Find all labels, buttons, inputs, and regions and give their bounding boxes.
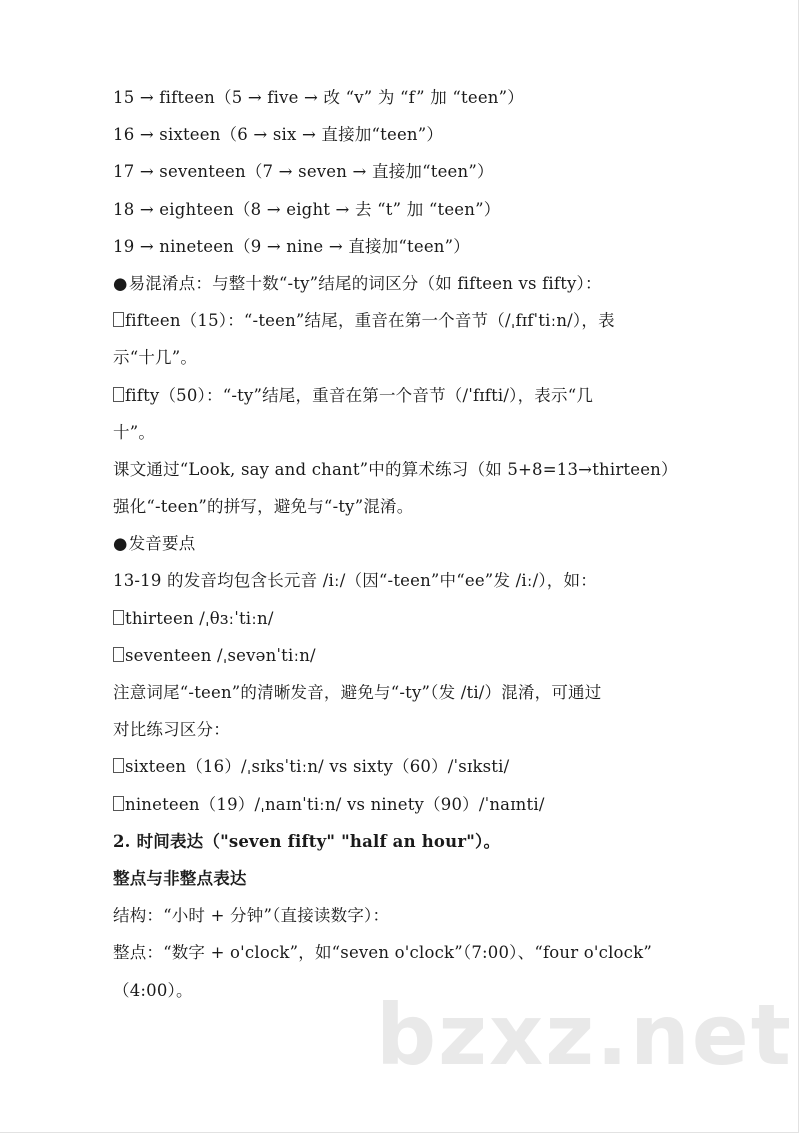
line-text: 结构：“小时 + 分钟”（直接读数字）：	[113, 906, 390, 926]
text-line	[113, 265, 693, 302]
text-line	[113, 116, 693, 153]
line-text: 16 → sixteen（6 → six → 直接加“teen”）	[113, 125, 444, 145]
checkbox-icon	[113, 758, 124, 773]
text-line	[113, 600, 693, 637]
section-heading	[113, 860, 693, 897]
line-text: sixteen（16）/ˌsɪksˈtiːn/ vs sixty（60）/ˈsɪksti/	[125, 757, 510, 777]
checkbox-icon	[113, 610, 124, 625]
line-text: 示“十几”。	[113, 348, 198, 368]
text-line	[113, 934, 693, 971]
text-line	[113, 711, 693, 748]
line-text: 课文通过“Look, say and chant”中的算术练习（如 5+8=13→thirteen）	[113, 459, 678, 479]
line-text: 整点：“数字 + o'clock”，如“seven o'clock”（7:00）、“four o'clock”	[113, 943, 652, 963]
checkbox-icon	[113, 647, 124, 662]
line-text: 2. 时间表达（"seven fifty" "half an hour"）。	[113, 831, 501, 851]
text-line	[113, 191, 693, 228]
checkbox-icon	[113, 387, 124, 402]
text-line	[113, 377, 693, 414]
text-line	[113, 414, 693, 451]
section-heading	[113, 823, 693, 860]
text-line	[113, 786, 693, 823]
line-text: 13-19 的发音均包含长元音 /iː/（因“-teen”中“ee”发 /iː/），如：	[113, 571, 597, 591]
text-line	[113, 339, 693, 376]
line-text: fifteen（15）：“-teen”结尾，重音在第一个音节（/ˌfɪfˈtiːn/），表	[125, 311, 615, 331]
line-text: 注意词尾“-teen”的清晰发音，避免与“-ty”（发 /ti/）混淆，可通过	[113, 683, 602, 702]
text-line	[113, 674, 693, 711]
line-text: 整点与非整点表达	[113, 868, 247, 888]
checkbox-icon	[113, 796, 124, 811]
line-text: 易混淆点：与整十数“-ty”结尾的词区分（如 fifteen vs fifty）：	[128, 273, 602, 293]
text-line	[113, 488, 693, 525]
line-text: seventeen /ˌsevənˈtiːn/	[125, 645, 316, 665]
line-text: 18 → eighteen（8 → eight → 去 “t” 加 “teen”）	[113, 199, 501, 219]
line-text: 强化“-teen”的拼写，避免与“-ty”混淆。	[113, 497, 414, 517]
checkbox-icon	[113, 312, 124, 327]
text-line	[113, 153, 693, 190]
text-line	[113, 302, 693, 339]
line-text: 15 → fifteen（5 → five → 改 “v” 为 “f” 加 “teen”）	[113, 88, 524, 107]
line-text: 对比练习区分：	[113, 720, 230, 740]
text-line	[113, 79, 693, 116]
bullet-icon: ●	[113, 273, 128, 293]
line-text: 十”。	[113, 422, 156, 442]
document-body	[113, 79, 693, 1009]
line-text: 19 → nineteen（9 → nine → 直接加“teen”）	[113, 236, 470, 256]
bullet-icon: ●	[113, 534, 128, 554]
text-line	[113, 451, 693, 488]
line-text: nineteen（19）/ˌnaɪnˈtiːn/ vs ninety（90）/ˈnaɪnti/	[125, 794, 545, 814]
watermark: bzxz.net	[376, 986, 793, 1084]
line-text: 17 → seventeen（7 → seven → 直接加“teen”）	[113, 162, 494, 182]
line-text: fifty（50）：“-ty”结尾，重音在第一个音节（/ˈfɪfti/），表示“几	[125, 385, 594, 405]
text-line	[113, 637, 693, 674]
text-line	[113, 228, 693, 265]
line-text: （4:00）。	[113, 980, 193, 1000]
line-text: 发音要点	[128, 534, 196, 554]
text-line	[113, 897, 693, 934]
text-line	[113, 562, 693, 599]
text-line	[113, 525, 693, 562]
text-line	[113, 748, 693, 785]
line-text: thirteen /ˌθɜːˈtiːn/	[125, 608, 274, 628]
